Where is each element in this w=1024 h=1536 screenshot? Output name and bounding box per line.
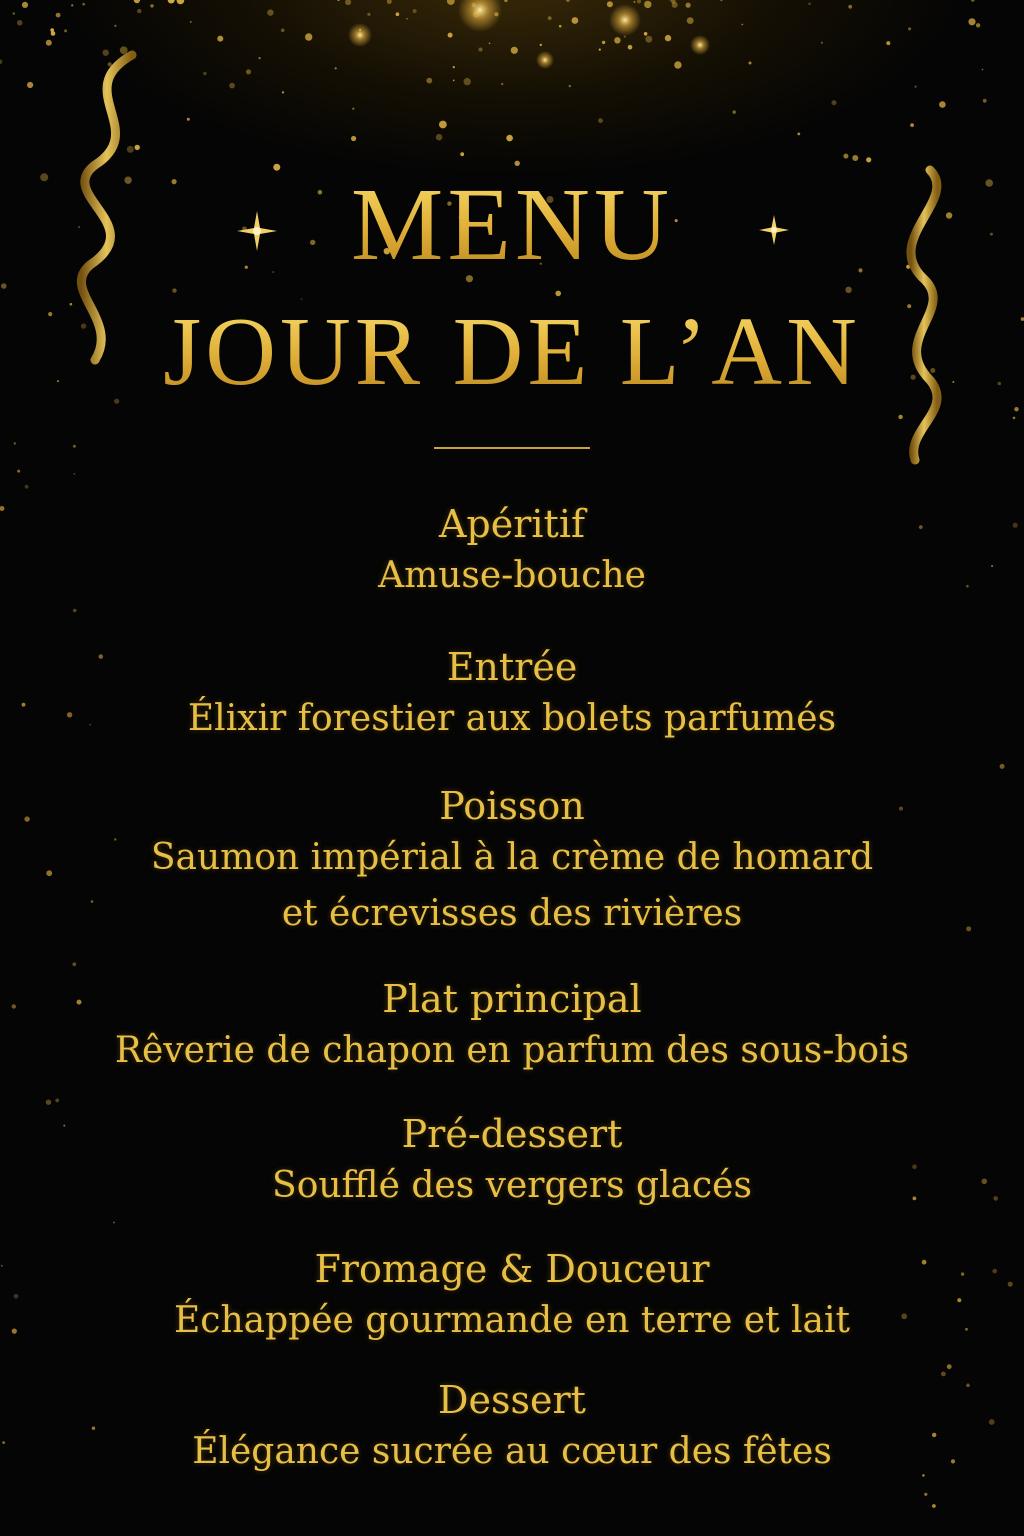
bokeh-dot [22,2,28,8]
bokeh-dot [852,155,858,161]
bokeh-dot [447,0,455,5]
bokeh-dot [866,157,871,162]
bokeh-dot [396,12,400,16]
bokeh-dot [259,57,261,59]
bokeh-dot [637,0,641,3]
dish-line: Soufflé des vergers glacés [272,1165,752,1206]
bokeh-dot [281,29,285,33]
bokeh-dot [599,49,601,51]
bokeh-dot [910,123,914,127]
title-divider [434,447,590,449]
bokeh-dot [982,69,984,71]
bokeh-dot [72,962,76,966]
bokeh-dot [217,36,223,42]
bokeh-dot [71,4,73,6]
bokeh-dot [17,470,20,473]
menu-subtitle: JOUR DE L’AN [0,300,1024,404]
bokeh-dot [644,1,651,8]
menu-title: MENU [0,170,1024,280]
bokeh-dot [569,85,571,87]
bokeh-dot [614,37,620,43]
bokeh-dot [168,0,175,4]
bokeh-dot [460,152,464,156]
bokeh-dot [108,62,112,66]
bokeh-dot [843,154,848,159]
bokeh-dot [14,442,16,444]
course-name: Apéritif [438,502,586,546]
bokeh-dot [439,121,447,129]
course-dessert [0,1376,1024,1480]
bokeh-dot [46,1100,51,1105]
bokeh-dot [453,66,455,68]
dish-line: et écrevisses des rivières [281,893,743,934]
bokeh-dot [352,108,354,110]
bokeh-dot [464,78,471,85]
bokeh-dot [598,118,603,123]
course-aperitif [0,500,1024,604]
bokeh-dot [555,291,561,297]
course-name: Poisson [439,784,585,828]
bokeh-dot [559,25,562,28]
bokeh-dot [103,50,109,56]
bokeh-dot [114,25,116,27]
glow-dot [690,35,710,55]
bokeh-dot [172,288,176,292]
bokeh-dot [113,1222,115,1224]
bokeh-dot [190,21,192,23]
bokeh-dot [82,3,85,6]
course-name: Dessert [438,1378,586,1422]
bokeh-dot [426,78,432,84]
bokeh-dot [387,0,392,4]
bokeh-dot [282,91,284,93]
bokeh-dot [808,3,811,6]
bokeh-dot [733,110,736,113]
bokeh-dot [50,28,54,32]
bokeh-dot [548,16,552,20]
bokeh-dot [665,35,671,41]
bokeh-dot [515,161,520,166]
bokeh-dot [645,36,652,43]
bokeh-dot [345,0,351,5]
bokeh-dot [305,33,312,40]
bokeh-dot [51,31,56,36]
bokeh-dot [669,0,671,1]
dish-line: Amuse-bouche [378,555,646,596]
bokeh-dot [177,0,185,4]
bokeh-dot [453,80,455,82]
bokeh-dot [46,40,52,46]
bokeh-dot [749,62,752,65]
bokeh-dot [187,118,190,121]
bokeh-dot [73,445,76,448]
bokeh-dot [971,0,975,2]
bokeh-dot [644,32,648,36]
bokeh-dot [607,1,613,7]
bokeh-dot [672,2,678,8]
bokeh-dot [886,41,890,45]
course-name: Fromage & Douceur [314,1247,710,1291]
bokeh-dot [741,24,743,26]
bokeh-dot [924,1493,927,1496]
bokeh-dot [1014,407,1018,411]
bokeh-dot [64,29,67,32]
bokeh-dot [566,0,570,2]
bokeh-dot [947,1364,952,1369]
bokeh-dot [406,18,408,20]
glow-dot [536,51,554,69]
bokeh-dot [120,46,128,54]
bokeh-dot [932,1504,936,1508]
bokeh-dot [540,44,542,46]
dish-line: Échappée gourmande en terre et lait [174,1300,850,1341]
bokeh-dot [56,13,61,18]
bokeh-dot [821,42,823,44]
bokeh-dot [674,61,681,68]
dish-line: Saumon impérial à la crème de homard [150,837,874,878]
bokeh-dot [686,3,691,8]
bokeh-dot [436,134,443,141]
bokeh-dot [968,18,975,25]
bokeh-dot [137,9,141,13]
bokeh-dot [13,12,15,14]
bokeh-dot [448,33,453,38]
course-plat-principal [0,975,1024,1079]
course-poisson [0,782,1024,942]
bokeh-dot [602,41,605,44]
dish-line: Élixir forestier aux bolets parfumés [187,698,837,739]
bokeh-dot [983,99,987,103]
course-name: Pré-dessert [401,1112,623,1156]
bokeh-dot [203,72,207,76]
bokeh-dot [506,135,513,142]
bokeh-dot [17,20,23,26]
bokeh-dot [246,69,251,74]
bokeh-dot [845,287,851,293]
bokeh-dot [489,43,491,45]
bokeh-dot [501,83,503,85]
bokeh-dot [1,283,7,289]
bokeh-dot [797,133,800,136]
dish-line: Élégance sucrée au cœur des fêtes [192,1431,832,1472]
bokeh-dot [687,17,694,24]
bokeh-dot [338,0,340,1]
course-entree [0,643,1024,747]
bokeh-dot [367,13,370,16]
bokeh-dot [848,5,852,9]
bokeh-dot [908,27,911,30]
bokeh-dot [229,83,235,89]
course-fromage-douceur [0,1245,1024,1349]
bokeh-dot [511,47,518,54]
course-pre-dessert [0,1110,1024,1214]
bokeh-dot [1000,764,1005,769]
glow-dot [458,0,502,32]
bokeh-dot [413,9,417,13]
bokeh-dot [267,9,273,15]
course-name: Plat principal [382,977,642,1021]
bokeh-dot [479,48,483,52]
bokeh-dot [976,23,980,27]
bokeh-dot [351,136,356,141]
bokeh-dot [898,415,902,419]
course-name: Entrée [446,645,578,689]
bokeh-dot [633,1,635,3]
bokeh-dot [0,59,2,64]
glow-dot [609,4,641,36]
bokeh-dot [25,485,29,489]
bokeh-dot [720,0,722,1]
bokeh-dot [27,82,33,88]
bokeh-dot [1013,417,1016,420]
glow-dot [348,23,372,47]
bokeh-dot [504,0,507,2]
bokeh-dot [134,0,140,3]
bokeh-dot [335,67,337,69]
bokeh-dot [915,86,917,88]
bokeh-dot [150,4,153,7]
bokeh-dot [939,101,946,108]
bokeh-dot [73,473,75,475]
bokeh-dot [628,45,633,50]
dish-line: Rêverie de chapon en parfum des sous-bois [114,1030,910,1071]
bokeh-dot [55,1099,59,1103]
bokeh-dot [135,145,140,150]
bokeh-dot [572,17,579,24]
bokeh-dot [127,146,134,153]
bokeh-dot [832,100,837,105]
bokeh-dot [73,609,77,613]
